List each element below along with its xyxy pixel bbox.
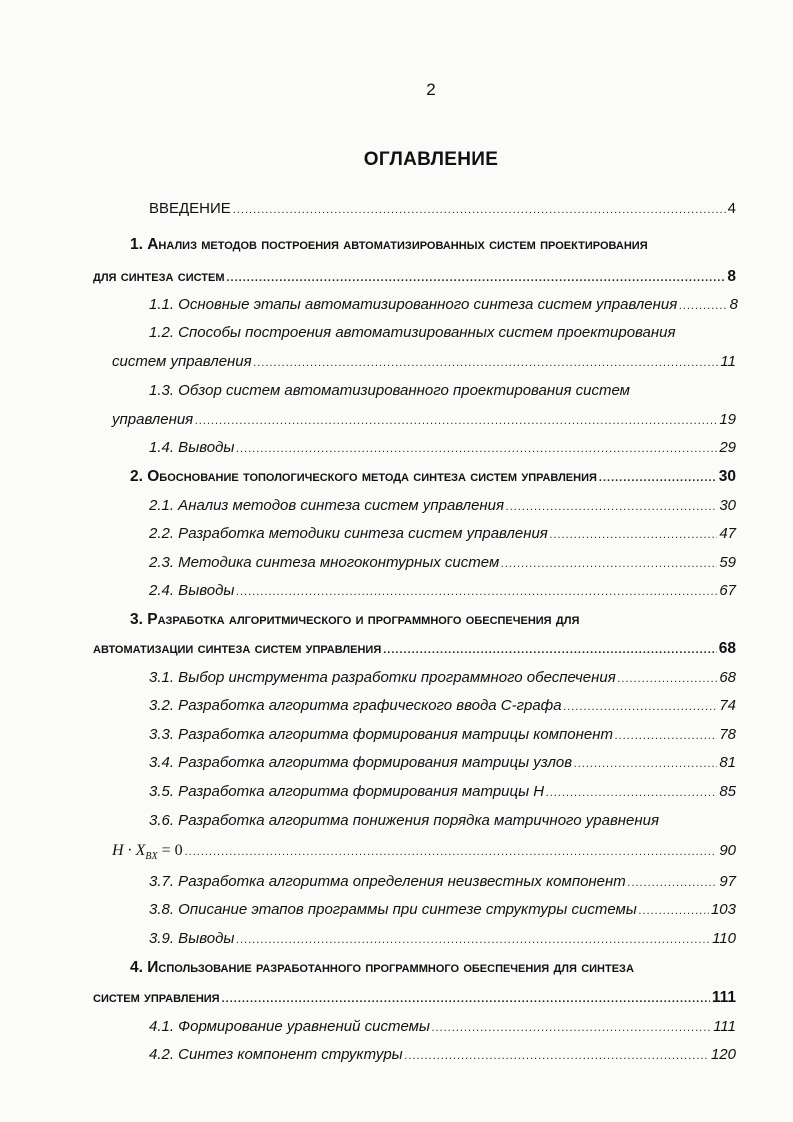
toc-heading: ОГЛАВЛЕНИЕ (363, 149, 499, 170)
toc-entry-page: 4 (727, 200, 736, 217)
toc-section-3-5[interactable] (149, 781, 736, 803)
toc-entry-title: систем управления (93, 989, 220, 1006)
toc-section-3-1[interactable] (149, 667, 736, 689)
toc-entry-page: 110 (712, 930, 736, 947)
toc-entry-page: 67 (719, 582, 736, 599)
leader-dots (254, 352, 719, 374)
page-number: 2 (426, 80, 436, 99)
formula-dot: · (127, 842, 132, 859)
toc-entry-title: 2. Обоснование топологического метода синтеза систем управления (130, 468, 597, 485)
toc-section-3-4[interactable] (149, 752, 736, 774)
toc-entry-title: 4.2. Синтез компонент структуры (149, 1046, 403, 1063)
leader-dots (227, 267, 726, 289)
toc-chapter-1-line2[interactable] (93, 266, 736, 288)
toc-chapter-4-line2[interactable] (93, 987, 736, 1009)
leader-dots (506, 496, 717, 518)
leader-dots (615, 725, 717, 747)
toc-entry-title: 3.6. Разработка алгоритма понижения порядка матричного уравнения (149, 812, 659, 829)
toc-entry-page: 30 (718, 468, 736, 485)
toc-entry-title: 3. Разработка алгоритмического и программного обеспечения для (130, 611, 580, 628)
toc-section-3-6-line1[interactable] (149, 810, 723, 832)
toc-entry-intro[interactable] (149, 198, 736, 220)
leader-dots (432, 1017, 711, 1039)
toc-section-1-2-line2[interactable] (112, 351, 736, 373)
formula-subscript: BX (145, 851, 158, 863)
toc-entry-title: систем управления (112, 353, 252, 370)
toc-entry-page: 8 (727, 268, 736, 285)
toc-entry-page: 59 (719, 554, 736, 571)
leader-dots (599, 467, 717, 489)
formula-equals-zero: = 0 (161, 842, 183, 859)
toc-section-1-4[interactable] (149, 437, 736, 459)
leader-dots (546, 782, 717, 804)
leader-dots (405, 1045, 709, 1067)
toc-entry-page: 30 (719, 497, 736, 514)
toc-entry-title: 3.8. Описание этапов программы при синтезе структуры системы (149, 901, 637, 918)
toc-section-2-1[interactable] (149, 495, 736, 517)
toc-entry-page: 90 (719, 842, 736, 859)
leader-dots (574, 753, 717, 775)
toc-entry-title: ВВЕДЕНИЕ (149, 200, 231, 217)
toc-section-1-2-line1[interactable] (149, 322, 733, 344)
toc-chapter-1-line1[interactable] (130, 234, 726, 256)
toc-section-2-2[interactable] (149, 523, 736, 545)
toc-entry-title: 4.1. Формирование уравнений системы (149, 1018, 430, 1035)
toc-entry-title: 1.3. Обзор систем автоматизированного проектирования систем (149, 382, 630, 399)
leader-dots (236, 438, 717, 460)
toc-section-3-7[interactable] (149, 871, 736, 893)
toc-section-1-1[interactable] (149, 294, 738, 316)
toc-entry-page: 78 (719, 726, 736, 743)
formula-x: X (135, 842, 146, 859)
toc-entry-page: 19 (719, 411, 736, 428)
toc-section-2-4[interactable] (149, 580, 736, 602)
toc-entry-page: 8 (729, 296, 738, 313)
toc-entry-page: 47 (719, 525, 736, 542)
toc-entry-page: 81 (719, 754, 736, 771)
toc-section-1-3-line1[interactable] (149, 380, 733, 402)
leader-dots (233, 199, 726, 221)
toc-section-1-3-line2[interactable] (112, 409, 736, 431)
leader-dots (628, 872, 718, 894)
toc-entry-title: 1.4. Выводы (149, 439, 235, 456)
toc-section-4-1[interactable] (149, 1016, 736, 1038)
toc-entry-title: автоматизации синтеза систем управления (93, 640, 382, 657)
toc-entry-title: 3.2. Разработка алгоритма графического ввода С-графа (149, 697, 562, 714)
toc-entry-title: управления (112, 411, 194, 428)
leader-dots (618, 668, 718, 690)
toc-entry-page: 97 (719, 873, 736, 890)
leader-dots (639, 900, 709, 922)
leader-dots (236, 581, 717, 603)
toc-section-3-9[interactable] (149, 928, 736, 950)
toc-entry-title: 3.4. Разработка алгоритма формирования матрицы узлов (149, 754, 573, 771)
toc-chapter-3-line1[interactable] (130, 609, 713, 631)
formula-h: H (112, 842, 124, 859)
toc-entry-page: 68 (719, 669, 736, 686)
toc-entry-title: 1.1. Основные этапы автоматизированного синтеза систем управления (149, 296, 678, 313)
toc-entry-title: 2.4. Выводы (149, 582, 235, 599)
toc-entry-title: 3.5. Разработка алгоритма формирования матрицы H (149, 783, 545, 800)
leader-dots (550, 524, 718, 546)
toc-entry-title: 2.3. Методика синтеза многоконтурных систем (149, 554, 500, 571)
leader-dots (383, 639, 717, 661)
toc-section-3-8[interactable] (149, 899, 736, 921)
toc-chapter-4-line1[interactable] (130, 957, 733, 979)
toc-entry-title: 3.7. Разработка алгоритма определения неизвестных компонент (149, 873, 626, 890)
matrix-equation (112, 840, 183, 868)
toc-entry-title: 4. Использование разработанного программного обеспечения для синтеза (130, 959, 634, 976)
toc-entry-page: 103 (710, 901, 736, 918)
toc-section-4-2[interactable] (149, 1044, 736, 1066)
toc-section-3-6-line2[interactable] (112, 840, 736, 862)
toc-section-3-3[interactable] (149, 724, 736, 746)
toc-entry-page: 74 (719, 697, 736, 714)
toc-entry-title: 3.9. Выводы (149, 930, 235, 947)
leader-dots (222, 988, 710, 1010)
toc-entry-title: 3.1. Выбор инструмента разработки программного обеспечения (149, 669, 616, 686)
leader-dots (185, 841, 718, 863)
toc-entry-title: для синтеза систем (93, 268, 225, 285)
toc-entry-page: 120 (710, 1046, 736, 1063)
leader-dots (236, 929, 710, 951)
toc-section-2-3[interactable] (149, 552, 736, 574)
toc-entry-title: 2.2. Разработка методики синтеза систем управления (149, 525, 548, 542)
leader-dots (564, 696, 718, 718)
leader-dots (501, 553, 717, 575)
toc-entry-page: 68 (718, 640, 736, 657)
leader-dots (679, 295, 727, 317)
toc-entry-page: 29 (719, 439, 736, 456)
toc-entry-page: 11 (720, 353, 736, 370)
toc-entry-title: 1.2. Способы построения автоматизированных систем проектирования (149, 324, 676, 341)
toc-entry-page: 85 (719, 783, 736, 800)
toc-entry-page: 111 (713, 1018, 736, 1035)
toc-section-3-2[interactable] (149, 695, 736, 717)
toc-chapter-2[interactable] (130, 466, 736, 488)
toc-entry-title: 2.1. Анализ методов синтеза систем управления (149, 497, 505, 514)
toc-entry-title: 3.3. Разработка алгоритма формирования матрицы компонент (149, 726, 613, 743)
toc-entry-title: 1. Анализ методов построения автоматизированных систем проектирования (130, 236, 648, 253)
leader-dots (195, 410, 717, 432)
toc-chapter-3-line2[interactable] (93, 638, 736, 660)
toc-entry-page: 111 (711, 989, 736, 1006)
